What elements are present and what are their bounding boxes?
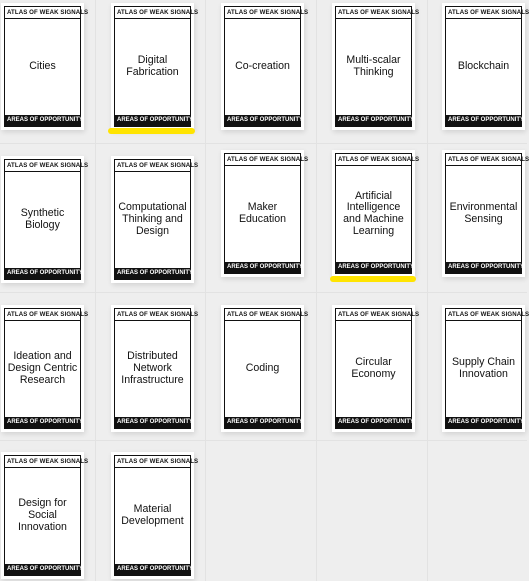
card-digital-fabrication[interactable] [114, 6, 199, 127]
card-distributed-network-infrastructure[interactable] [114, 308, 199, 429]
card-footer: AREAS OF OPPORTUNITY [446, 115, 521, 126]
board-grid-line [427, 0, 428, 581]
card-footer: AREAS OF OPPORTUNITY [446, 417, 521, 428]
card-title: Circular Economy [351, 356, 396, 380]
card-footer: AREAS OF OPPORTUNITY [225, 417, 300, 428]
card-environmental-sensing[interactable] [445, 153, 529, 274]
highlight-underline [330, 276, 416, 282]
card-header: ATLAS OF WEAK SIGNALS [446, 154, 521, 166]
card-cities[interactable] [4, 6, 89, 127]
card-header: ATLAS OF WEAK SIGNALS [115, 456, 190, 468]
card-synthetic-biology[interactable] [4, 159, 89, 280]
card-header: ATLAS OF WEAK SIGNALS [115, 7, 190, 19]
card-title: Supply Chain Innovation [451, 356, 515, 380]
card-footer: AREAS OF OPPORTUNITY [225, 115, 300, 126]
card-footer: AREAS OF OPPORTUNITY [115, 268, 190, 279]
board-grid-line [316, 0, 317, 581]
card-maker-education[interactable] [224, 153, 309, 274]
card-coding[interactable] [224, 308, 309, 429]
card-title: Material Development [121, 503, 184, 527]
card-footer: AREAS OF OPPORTUNITY [446, 262, 521, 273]
card-multi-scalar-thinking[interactable] [335, 6, 420, 127]
board-grid-line [0, 143, 527, 144]
card-footer: AREAS OF OPPORTUNITY [115, 115, 190, 126]
board-grid-line [95, 0, 96, 581]
highlight-underline [108, 128, 195, 134]
board-grid-line [0, 440, 527, 441]
card-title: Design for Social Innovation [18, 497, 67, 533]
card-title: Ideation and Design Centric Research [7, 350, 78, 386]
card-ideation-and-design-centric-research[interactable] [4, 308, 89, 429]
card-design-for-social-innovation[interactable] [4, 455, 89, 576]
card-header: ATLAS OF WEAK SIGNALS [5, 456, 80, 468]
card-header: ATLAS OF WEAK SIGNALS [446, 309, 521, 321]
card-title: Digital Fabrication [126, 54, 179, 78]
card-footer: AREAS OF OPPORTUNITY [225, 262, 300, 273]
card-header: ATLAS OF WEAK SIGNALS [336, 7, 411, 19]
card-header: ATLAS OF WEAK SIGNALS [225, 309, 300, 321]
card-header: ATLAS OF WEAK SIGNALS [5, 309, 80, 321]
board-grid-line [0, 292, 527, 293]
card-header: ATLAS OF WEAK SIGNALS [446, 7, 521, 19]
card-title: Co-creation [235, 60, 290, 73]
card-title: Distributed Network Infrastructure [121, 350, 184, 386]
card-header: ATLAS OF WEAK SIGNALS [225, 7, 300, 19]
card-co-creation[interactable] [224, 6, 309, 127]
card-footer: AREAS OF OPPORTUNITY [336, 115, 411, 126]
card-header: ATLAS OF WEAK SIGNALS [225, 154, 300, 166]
card-circular-economy[interactable] [335, 308, 420, 429]
card-title: Multi-scalar Thinking [346, 54, 401, 78]
card-header: ATLAS OF WEAK SIGNALS [5, 7, 80, 19]
card-supply-chain-innovation[interactable] [445, 308, 529, 429]
card-title: Synthetic Biology [20, 207, 65, 231]
card-header: ATLAS OF WEAK SIGNALS [115, 160, 190, 172]
card-title: Coding [245, 362, 280, 375]
card-material-development[interactable] [114, 455, 199, 576]
card-footer: AREAS OF OPPORTUNITY [5, 417, 80, 428]
card-title: Computational Thinking and Design [118, 201, 187, 237]
card-header: ATLAS OF WEAK SIGNALS [5, 160, 80, 172]
card-title: Cities [29, 60, 56, 73]
card-title: Environmental Sensing [449, 201, 518, 225]
card-header: ATLAS OF WEAK SIGNALS [336, 154, 411, 166]
card-title: Artificial Intelligence and Machine Learning [343, 189, 404, 237]
card-title: Maker Education [238, 201, 287, 225]
card-computational-thinking-and-design[interactable] [114, 159, 199, 280]
card-footer: AREAS OF OPPORTUNITY [5, 115, 80, 126]
card-footer: AREAS OF OPPORTUNITY [5, 564, 80, 575]
card-artificial-intelligence-and-machine-learning[interactable] [335, 153, 420, 274]
card-header: ATLAS OF WEAK SIGNALS [336, 309, 411, 321]
board-grid-line [205, 0, 206, 581]
card-footer: AREAS OF OPPORTUNITY [5, 268, 80, 279]
card-footer: AREAS OF OPPORTUNITY [115, 417, 190, 428]
card-blockchain[interactable] [445, 6, 529, 127]
card-title: Blockchain [457, 60, 510, 73]
card-footer: AREAS OF OPPORTUNITY [336, 262, 411, 273]
card-header: ATLAS OF WEAK SIGNALS [115, 309, 190, 321]
card-footer: AREAS OF OPPORTUNITY [336, 417, 411, 428]
card-footer: AREAS OF OPPORTUNITY [115, 564, 190, 575]
